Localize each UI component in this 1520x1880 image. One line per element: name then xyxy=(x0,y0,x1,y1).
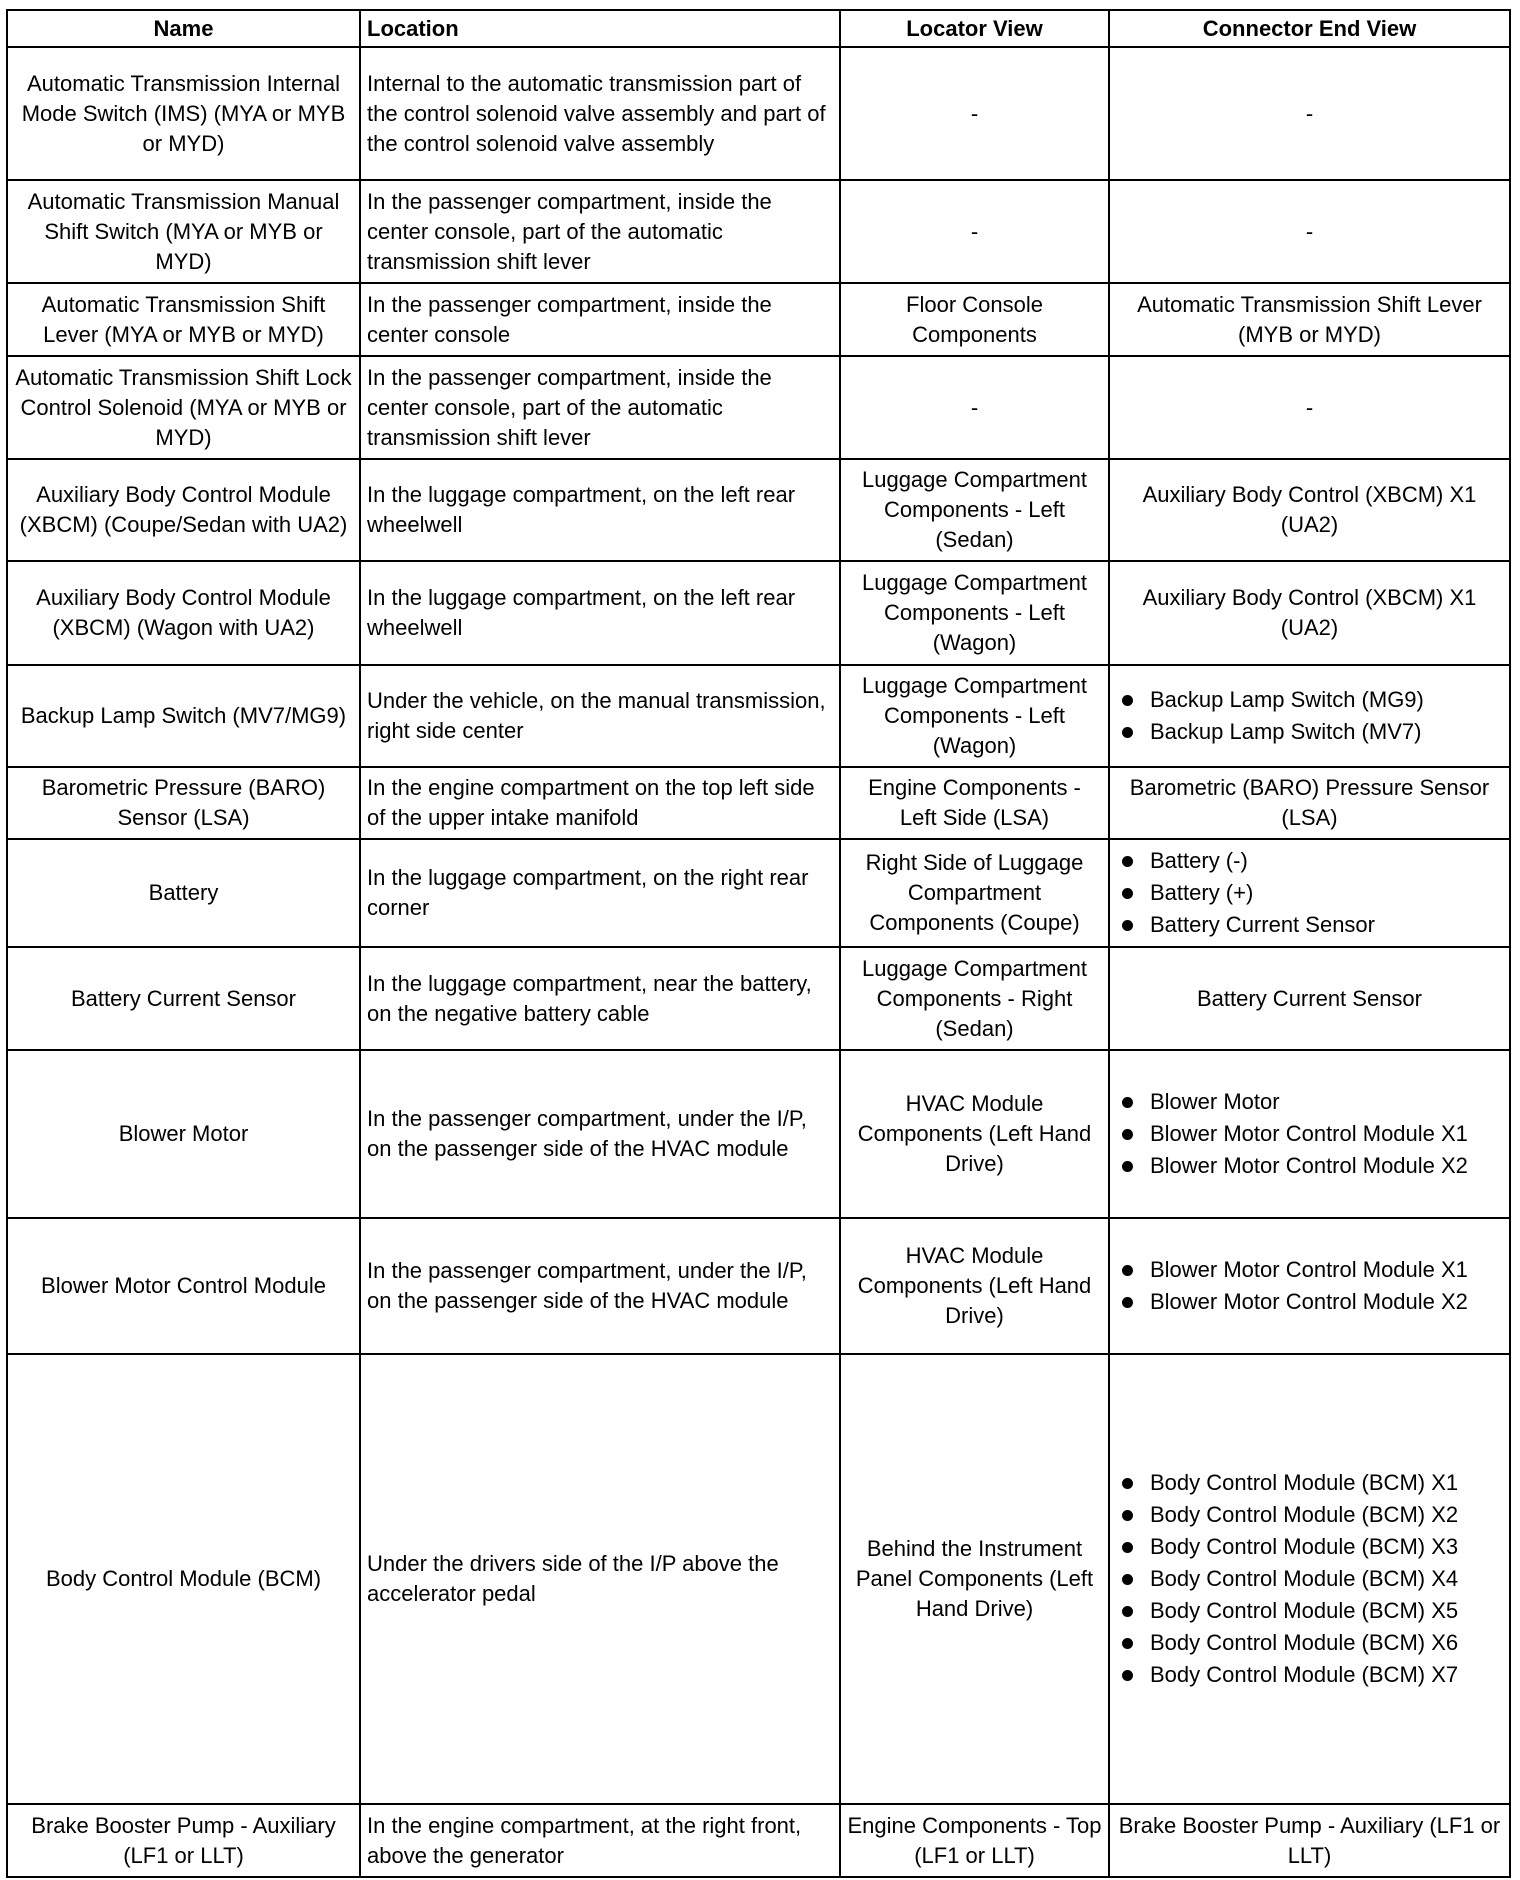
connector-list-item: Body Control Module (BCM) X2 xyxy=(1116,1500,1503,1530)
connector-list-item: Battery Current Sensor xyxy=(1116,910,1503,940)
connector-list-item: Blower Motor Control Module X1 xyxy=(1116,1255,1503,1285)
connector-list-item: Body Control Module (BCM) X4 xyxy=(1116,1564,1503,1594)
cell-name: Automatic Transmission Shift Lock Control Solenoid (MYA or MYB or MYD) xyxy=(7,356,360,459)
cell-location: Internal to the automatic transmission part of the control solenoid valve assembly and part of the control solenoid valve assembly xyxy=(360,47,840,180)
connector-list-item: Backup Lamp Switch (MV7) xyxy=(1116,717,1503,747)
cell-locator-view: Floor Console Components xyxy=(840,283,1109,356)
cell-location: In the luggage compartment, on the left rear wheelwell xyxy=(360,459,840,561)
cell-location: In the passenger compartment, under the I/P, on the passenger side of the HVAC module xyxy=(360,1050,840,1218)
connector-list-item: Blower Motor Control Module X2 xyxy=(1116,1151,1503,1181)
table-row xyxy=(7,459,1510,561)
cell-locator-view: HVAC Module Components (Left Hand Drive) xyxy=(840,1218,1109,1354)
table-row xyxy=(7,1804,1510,1877)
cell-location: In the passenger compartment, inside the center console, part of the automatic transmission shift lever xyxy=(360,180,840,283)
cell-locator-view: HVAC Module Components (Left Hand Drive) xyxy=(840,1050,1109,1218)
cell-connector-end-view: Auxiliary Body Control (XBCM) X1 (UA2) xyxy=(1109,561,1510,665)
table-row xyxy=(7,1050,1510,1218)
cell-connector-end-view: Auxiliary Body Control (XBCM) X1 (UA2) xyxy=(1109,459,1510,561)
cell-location: In the luggage compartment, on the right rear corner xyxy=(360,839,840,947)
cell-location: In the engine compartment on the top left side of the upper intake manifold xyxy=(360,767,840,839)
header-locator-view: Locator View xyxy=(840,10,1109,47)
table-row xyxy=(7,767,1510,839)
connector-list xyxy=(1116,1255,1503,1317)
table-row xyxy=(7,180,1510,283)
cell-connector-end-view: Automatic Transmission Shift Lever (MYB or MYD) xyxy=(1109,283,1510,356)
cell-connector-end-view: Brake Booster Pump - Auxiliary (LF1 or LLT) xyxy=(1109,1804,1510,1877)
cell-locator-view: Luggage Compartment Components - Left (Wagon) xyxy=(840,665,1109,767)
connector-list-item: Body Control Module (BCM) X7 xyxy=(1116,1660,1503,1690)
connector-list-item: Body Control Module (BCM) X6 xyxy=(1116,1628,1503,1658)
connector-list-item: Body Control Module (BCM) X3 xyxy=(1116,1532,1503,1562)
header-connector-end-view: Connector End View xyxy=(1109,10,1510,47)
connector-list-item: Body Control Module (BCM) X5 xyxy=(1116,1596,1503,1626)
header-location: Location xyxy=(360,10,840,47)
table-body xyxy=(7,47,1510,1877)
cell-connector-end-view: - xyxy=(1109,180,1510,283)
cell-connector-end-view: - xyxy=(1109,47,1510,180)
cell-location: In the luggage compartment, on the left rear wheelwell xyxy=(360,561,840,665)
cell-name: Auxiliary Body Control Module (XBCM) (Coupe/Sedan with UA2) xyxy=(7,459,360,561)
connector-list xyxy=(1116,1087,1503,1181)
cell-location: Under the vehicle, on the manual transmission, right side center xyxy=(360,665,840,767)
connector-list xyxy=(1116,1468,1503,1690)
cell-locator-view: Luggage Compartment Components - Right (Sedan) xyxy=(840,947,1109,1050)
cell-connector-end-view xyxy=(1109,1218,1510,1354)
connector-list-item: Battery (+) xyxy=(1116,878,1503,908)
cell-name: Automatic Transmission Shift Lever (MYA or MYB or MYD) xyxy=(7,283,360,356)
connector-list xyxy=(1116,685,1503,747)
cell-name: Body Control Module (BCM) xyxy=(7,1354,360,1804)
cell-location: In the passenger compartment, inside the center console, part of the automatic transmission shift lever xyxy=(360,356,840,459)
cell-connector-end-view xyxy=(1109,1354,1510,1804)
cell-locator-view: Luggage Compartment Components - Left (Sedan) xyxy=(840,459,1109,561)
cell-name: Automatic Transmission Internal Mode Switch (IMS) (MYA or MYB or MYD) xyxy=(7,47,360,180)
cell-connector-end-view: - xyxy=(1109,356,1510,459)
table-row xyxy=(7,47,1510,180)
cell-locator-view: - xyxy=(840,47,1109,180)
cell-name: Blower Motor Control Module xyxy=(7,1218,360,1354)
cell-location: Under the drivers side of the I/P above the accelerator pedal xyxy=(360,1354,840,1804)
table-row xyxy=(7,947,1510,1050)
cell-name: Barometric Pressure (BARO) Sensor (LSA) xyxy=(7,767,360,839)
cell-locator-view: Engine Components - Left Side (LSA) xyxy=(840,767,1109,839)
cell-name: Brake Booster Pump - Auxiliary (LF1 or LLT) xyxy=(7,1804,360,1877)
cell-location: In the passenger compartment, inside the center console xyxy=(360,283,840,356)
table-row xyxy=(7,283,1510,356)
cell-location: In the passenger compartment, under the I/P, on the passenger side of the HVAC module xyxy=(360,1218,840,1354)
table-row xyxy=(7,665,1510,767)
cell-locator-view: Engine Components - Top (LF1 or LLT) xyxy=(840,1804,1109,1877)
cell-name: Automatic Transmission Manual Shift Switch (MYA or MYB or MYD) xyxy=(7,180,360,283)
table-row xyxy=(7,1354,1510,1804)
cell-location: In the engine compartment, at the right front, above the generator xyxy=(360,1804,840,1877)
header-row xyxy=(7,10,1510,47)
cell-locator-view: Behind the Instrument Panel Components (Left Hand Drive) xyxy=(840,1354,1109,1804)
connector-list xyxy=(1116,846,1503,940)
table-row xyxy=(7,356,1510,459)
cell-name: Blower Motor xyxy=(7,1050,360,1218)
table-row xyxy=(7,561,1510,665)
connector-list-item: Blower Motor Control Module X1 xyxy=(1116,1119,1503,1149)
connector-list-item: Body Control Module (BCM) X1 xyxy=(1116,1468,1503,1498)
component-locator-table xyxy=(6,9,1511,1878)
cell-locator-view: - xyxy=(840,356,1109,459)
cell-location: In the luggage compartment, near the battery, on the negative battery cable xyxy=(360,947,840,1050)
cell-connector-end-view xyxy=(1109,839,1510,947)
header-name: Name xyxy=(7,10,360,47)
cell-name: Battery Current Sensor xyxy=(7,947,360,1050)
connector-list-item: Blower Motor xyxy=(1116,1087,1503,1117)
table-row xyxy=(7,839,1510,947)
cell-connector-end-view xyxy=(1109,665,1510,767)
table-row xyxy=(7,1218,1510,1354)
cell-locator-view: Luggage Compartment Components - Left (Wagon) xyxy=(840,561,1109,665)
cell-locator-view: Right Side of Luggage Compartment Components (Coupe) xyxy=(840,839,1109,947)
connector-list-item: Battery (-) xyxy=(1116,846,1503,876)
cell-locator-view: - xyxy=(840,180,1109,283)
cell-connector-end-view: Battery Current Sensor xyxy=(1109,947,1510,1050)
cell-connector-end-view xyxy=(1109,1050,1510,1218)
cell-connector-end-view: Barometric (BARO) Pressure Sensor (LSA) xyxy=(1109,767,1510,839)
connector-list-item: Blower Motor Control Module X2 xyxy=(1116,1287,1503,1317)
cell-name: Battery xyxy=(7,839,360,947)
connector-list-item: Backup Lamp Switch (MG9) xyxy=(1116,685,1503,715)
cell-name: Auxiliary Body Control Module (XBCM) (Wagon with UA2) xyxy=(7,561,360,665)
cell-name: Backup Lamp Switch (MV7/MG9) xyxy=(7,665,360,767)
